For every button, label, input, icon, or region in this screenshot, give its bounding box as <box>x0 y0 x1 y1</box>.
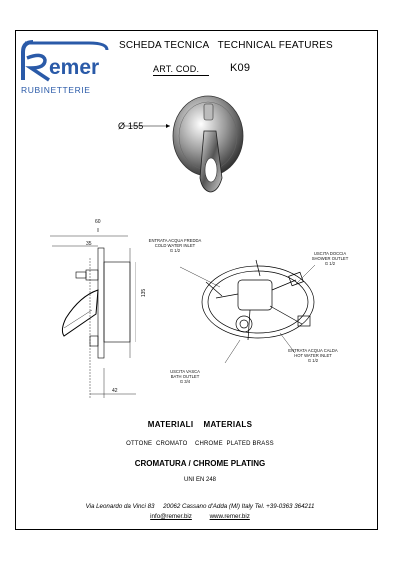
article-code: K09 <box>230 62 251 74</box>
bath-outlet-label: USCITA VASCA BATH OUTLET G 3/4 <box>170 369 200 384</box>
diameter-label: Ø 155 <box>118 121 144 131</box>
plating-label: CROMATURA / CHROME PLATING <box>134 459 266 468</box>
shower-outlet-label: USCITA DOCCIA SHOWER OUTLET G 1/2 <box>311 251 349 266</box>
dimension-35: 35 <box>86 241 92 247</box>
company-address: Via Leonardo da Vinci 83 20062 Cassano d'Adda (MI) Italy Tel. +39-0363 364211 <box>85 503 315 510</box>
product-photo <box>112 86 272 206</box>
website-link[interactable]: www.remer.biz <box>209 513 250 520</box>
contact-links <box>0 513 400 520</box>
email-link[interactable]: info@remer.biz <box>150 513 192 520</box>
dimension-42: 42 <box>112 388 118 394</box>
article-code-underline <box>153 75 209 76</box>
brand-subtitle: RUBINETTERIE <box>21 85 91 95</box>
sheet-title: SCHEDA TECNICA TECHNICAL FEATURES <box>119 40 333 51</box>
remer-logo <box>19 38 117 83</box>
norm-label: UNI EN 248 <box>183 477 216 483</box>
materials-line: OTTONE CROMATO CHROME PLATED BRASS <box>126 441 274 447</box>
materials-title: MATERIALI MATERIALS <box>147 420 253 429</box>
dimension-135: 135 <box>141 288 148 298</box>
svg-text:emer: emer <box>49 56 100 79</box>
dimension-60: 60 <box>95 219 101 225</box>
cold-water-inlet-label: ENTRATA ACQUA FREDDA COLD WATER INLET G 1/2 <box>148 238 202 253</box>
article-code-label: ART. COD. <box>153 64 200 74</box>
hot-water-inlet-label: ENTRATA ACQUA CALDA HOT WATER INLET G 1/2 <box>288 348 338 363</box>
